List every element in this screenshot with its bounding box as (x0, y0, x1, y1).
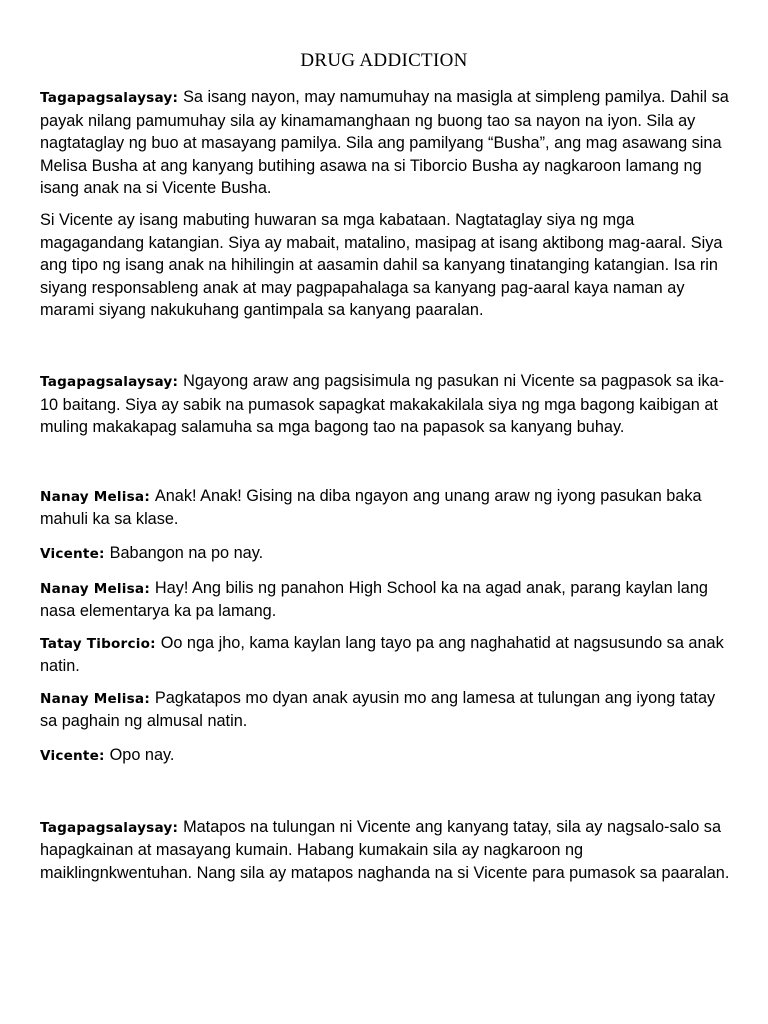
dialogue-line (40, 485, 734, 531)
script-body (40, 86, 734, 884)
speaker-separator: : (99, 748, 110, 765)
speaker-separator: : (99, 545, 110, 562)
speaker-separator: : (144, 488, 155, 505)
dialogue-text: Opo nay. (109, 746, 175, 765)
page-title: DRUG ADDICTION (300, 50, 468, 71)
dialogue-text: Ngayong araw ang pagsisimula ng pasukan ni Vicente sa pagpasok sa ika-10 baitang. Siya ay sabik na pumasok sapagkat makakakilala siya ng mga bagong kaibigan at muling makakapag salamuha sa mga bagong tao na papasok sa kanyang buhay. (40, 371, 725, 437)
dialogue-text: Sa isang nayon, may namumuhay na masigla at simpleng pamilya. Dahil sa payak nilang pamumuhay sila ay kinamamanghaan ng buong tao sa nayon na iyon. Sila ay nagtataglay ng buo at masayang pamilya. Sila ang pamilyang “Busha”, ang mag asawang sina Melisa Busha at ang kanyang butihing asawa na si Tiborcio Busha ay nagkaroon lamang ng isang anak na si Vicente Busha. (40, 88, 729, 198)
speaker-label: Vicente (40, 748, 100, 765)
dialogue-text: Matapos na tulungan ni Vicente ang kanyang tatay, sila ay nagsalo-salo sa hapagkainan at masayang kumain. Habang kumakain sila ay nagkaroon ng maiklingnkwentuhan. Nang sila ay matapos naghanda na si Vicente para pumasok sa paaralan. (40, 817, 730, 882)
narration-paragraph (40, 209, 734, 322)
dialogue-line (40, 577, 734, 623)
dialogue-text: Si Vicente ay isang mabuting huwaran sa mga kabataan. Nagtataglay siya ng mga magagandang katangian. Siya ay mabait, matalino, masipag at isang aktibong mag-aaral. Siya ang tipo ng isang anak na hihilingin at aasamin dahil sa kanyang tinatanging katangian. Isa rin siyang responsableng anak at may pagpapahalaga sa kanyang pag-aaral kaya naman ay marami siyang nakukuhang gantimpala sa kanyang paaralan. (40, 210, 723, 320)
speaker-separator: : (144, 690, 155, 707)
dialogue-text: Babangon na po nay. (109, 543, 264, 562)
speaker-label: Tatay Tiborcio (40, 635, 151, 652)
dialogue-line (40, 542, 734, 566)
speaker-separator: : (172, 819, 184, 836)
speaker-label: Tagapagsalaysay (40, 819, 173, 836)
narration-paragraph (40, 86, 734, 200)
speaker-label: Nanay Melisa (40, 580, 145, 597)
dialogue-text: Pagkatapos mo dyan anak ayusin mo ang lamesa at tulungan ang iyong tatay sa paghain ng almusal natin. (40, 688, 716, 731)
speaker-separator: : (172, 90, 184, 106)
dialogue-text: Hay! Ang bilis ng panahon High School ka na agad anak, parang kaylan lang nasa elementarya ka pa lamang. (40, 578, 708, 621)
dialogue-line (40, 632, 734, 678)
speaker-separator: : (150, 635, 161, 652)
dialogue-line (40, 744, 734, 768)
speaker-label: Vicente (40, 545, 100, 562)
dialogue-text: Anak! Anak! Gising na diba ngayon ang unang araw ng iyong pasukan baka mahuli ka sa klase. (40, 486, 702, 529)
narration-paragraph (40, 370, 734, 439)
narration-paragraph (40, 816, 734, 885)
speaker-label: Nanay Melisa (40, 488, 145, 505)
speaker-separator: : (144, 580, 155, 597)
speaker-label: Tagapagsalaysay (40, 373, 173, 390)
speaker-separator: : (172, 373, 184, 390)
dialogue-text: Oo nga jho, kama kaylan lang tayo pa ang naghahatid at nagsusundo sa anak natin. (40, 633, 724, 676)
speaker-label: Nanay Melisa (40, 690, 145, 707)
dialogue-line (40, 687, 734, 733)
speaker-label: Tagapagsalaysay (40, 90, 173, 106)
